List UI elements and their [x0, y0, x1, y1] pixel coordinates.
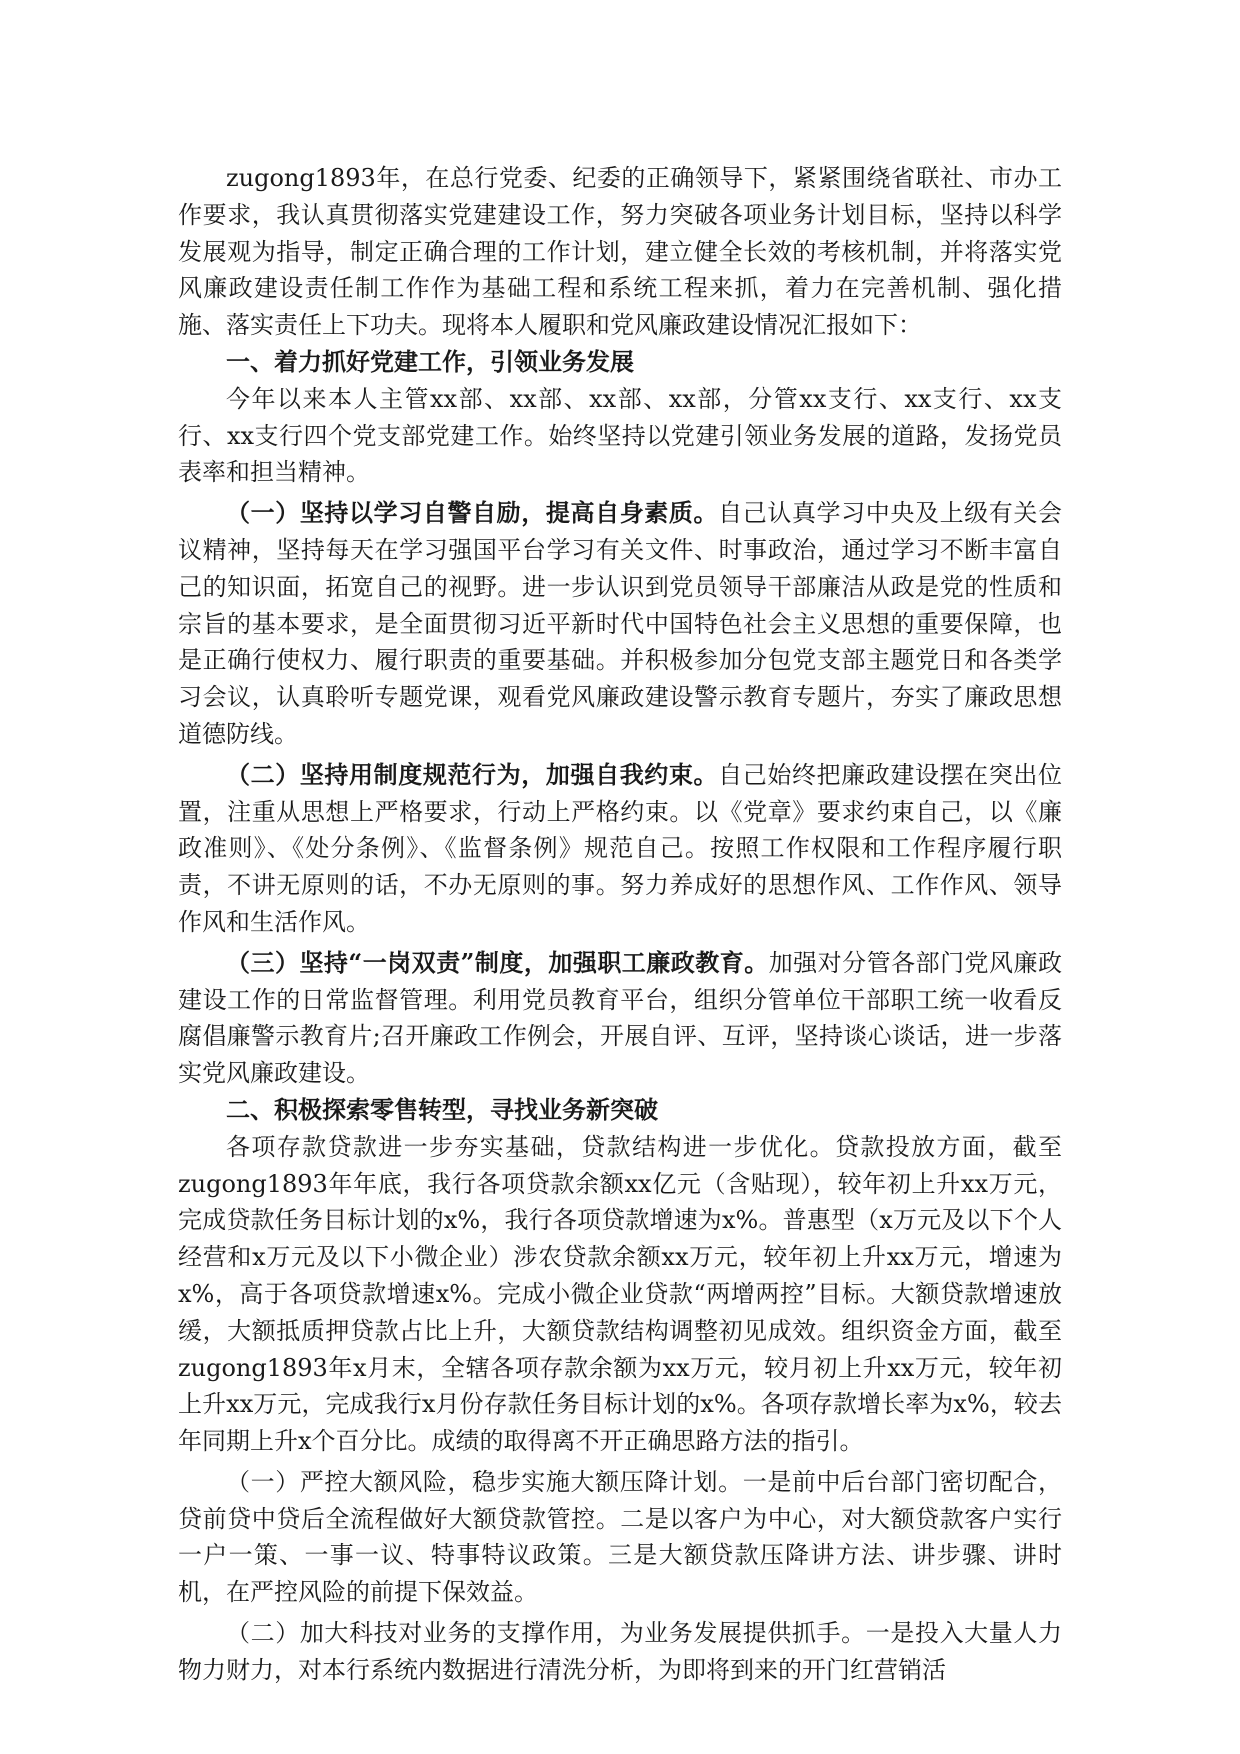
section-2-overview-paragraph [178, 1129, 1062, 1460]
section-1-overview-paragraph [178, 381, 1062, 491]
subsection-1-1-paragraph [178, 495, 1062, 753]
heading-text: 一、着力抓好党建工作，引领业务发展 [226, 346, 634, 376]
section-heading-1 [178, 344, 1062, 381]
paragraph-text: zugong1893年，在总行党委、纪委的正确领导下，紧紧围绕省联社、市办工作要求，我认真贯彻落实党建建设工作，努力突破各项业务计划目标，坚持以科学发展观为指导，制定正确合理的工作计划，建立健全长效的考核机制，并将落实党风廉政建设责任制工作作为基础工程和系统工程来抓，着力在完善机制、强化措施、落实责任上下功夫。现将本人履职和党风廉政建设情况汇报如下： [178, 164, 1062, 340]
intro-paragraph [178, 160, 1062, 344]
paragraph-text: 自己始终把廉政建设摆在突出位置，注重从思想上严格要求，行动上严格约束。以《党章》要求约束自己，以《廉政准则》、《处分条例》、《监督条例》规范自己。按照工作权限和工作程序履行职责，不讲无原则的话，不办无原则的事。努力养成好的思想作风、工作作风、领导作风和生活作风。 [178, 760, 1063, 936]
subsection-1-3-paragraph [178, 945, 1062, 1092]
paragraph-text: （二）加大科技对业务的支撑作用，为业务发展提供抓手。一是投入大量人力物力财力，对本行系统内数据进行清洗分析，为即将到来的开门红营销活 [178, 1619, 1062, 1684]
subsection-lead: （二）坚持用制度规范行为，加强自我约束。 [226, 759, 719, 789]
paragraph-text: 加强对分管各部门党风廉政建设工作的日常监督管理。利用党员教育平台，组织分管单位干部职工统一收看反腐倡廉警示教育片;召开廉政工作例会，开展自评、互评，坚持谈心谈话，进一步落实党风廉政建设。 [178, 948, 1063, 1088]
paragraph-text: 今年以来本人主管xx部、xx部、xx部、xx部，分管xx支行、xx支行、xx支行、xx支行四个党支部党建工作。始终坚持以党建引领业务发展的道路，发扬党员表率和担当精神。 [178, 384, 1062, 487]
heading-text: 二、积极探索零售转型，寻找业务新突破 [226, 1094, 658, 1124]
paragraph-text: 各项存款贷款进一步夯实基础，贷款结构进一步优化。贷款投放方面，截至zugong1893年年底，我行各项贷款余额xx亿元（含贴现），较年初上升xx万元，完成贷款任务目标计划的x%，我行各项贷款增速为x%。普惠型（x万元及以下个人经营和x万元及以下小微企业）涉农贷款余额xx万元，较年初上升xx万元，增速为x%，高于各项贷款增速x%。完成小微企业贷款“两增两控”目标。大额贷款增速放缓，大额抵质押贷款占比上升，大额贷款结构调整初见成效。组织资金方面，截至zugong1893年x月末，全辖各项存款余额为xx万元，较月初上升xx万元，较年初上升xx万元，完成我行x月份存款任务目标计划的x%。各项存款增长率为x%，较去年同期上升x个百分比。成绩的取得离不开正确思路方法的指引。 [178, 1132, 1062, 1456]
subsection-lead: （一）坚持以学习自警自励，提高自身素质。 [226, 498, 719, 528]
subsection-2-2-paragraph [178, 1615, 1062, 1689]
subsection-2-1-paragraph [178, 1464, 1062, 1611]
paragraph-text: （一）严控大额风险，稳步实施大额压降计划。一是前中后台部门密切配合，贷前贷中贷后全流程做好大额贷款管控。二是以客户为中心，对大额贷款客户实行一户一策、一事一议、特事特议政策。三是大额贷款压降讲方法、讲步骤、讲时机，在严控风险的前提下保效益。 [178, 1467, 1062, 1607]
section-heading-2 [178, 1092, 1062, 1129]
document-page [178, 160, 1062, 1689]
subsection-1-2-paragraph [178, 757, 1062, 941]
paragraph-text: 自己认真学习中央及上级有关会议精神，坚持每天在学习强国平台学习有关文件、时事政治，通过学习不断丰富自己的知识面，拓宽自己的视野。进一步认识到党员领导干部廉洁从政是党的性质和宗旨的基本要求，是全面贯彻习近平新时代中国特色社会主义思想的重要保障，也是正确行使权力、履行职责的重要基础。并积极参加分包党支部主题党日和各类学习会议，认真聆听专题党课，观看党风廉政建设警示教育专题片，夯实了廉政思想道德防线。 [178, 499, 1063, 748]
subsection-lead: （三）坚持“一岗双责”制度，加强职工廉政教育。 [226, 947, 769, 977]
